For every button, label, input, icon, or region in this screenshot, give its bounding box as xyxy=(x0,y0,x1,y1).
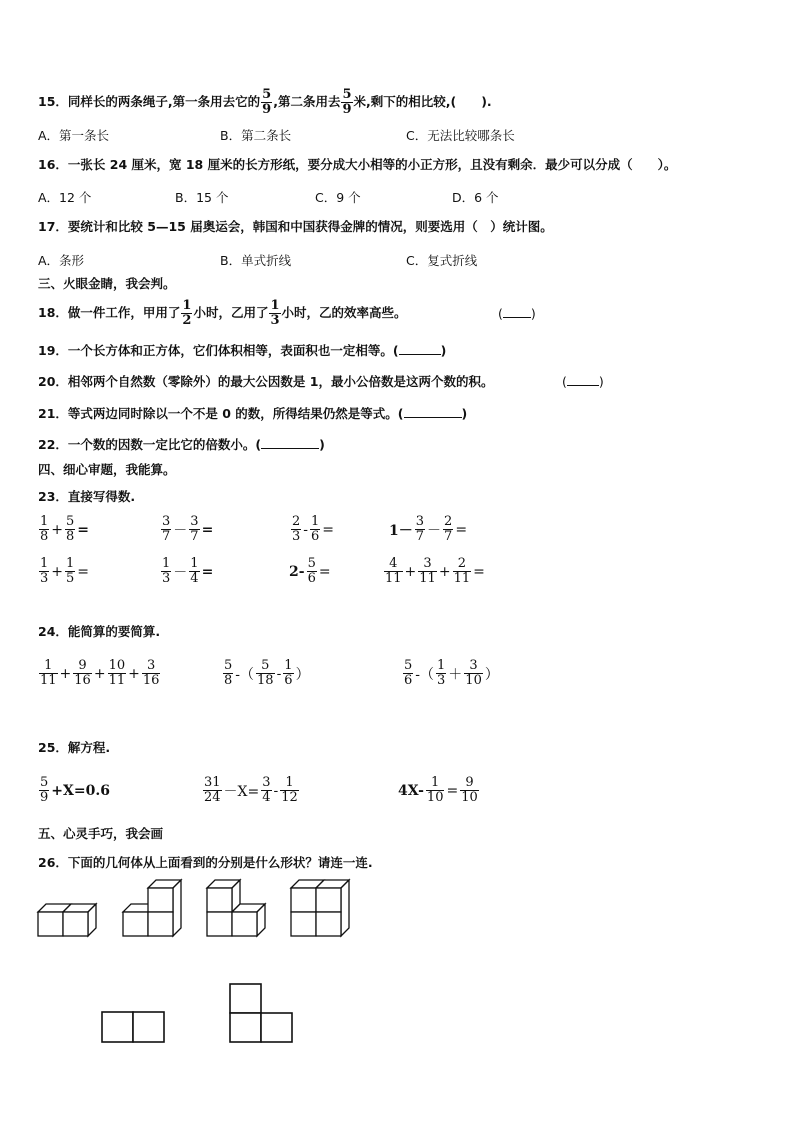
fraction: $\frac{5}{9}$ xyxy=(262,87,272,117)
q23-expression: $\frac{2}{3}$ - $\frac{1}{6}$ = xyxy=(292,514,335,544)
q17-option-a: A．条形 xyxy=(38,253,85,268)
q23-expression: $\frac{1}{8}$ + $\frac{5}{8}$ = xyxy=(40,514,90,544)
q20-answer-blank[interactable]: ( ) xyxy=(562,374,604,389)
q24-expression: $\frac{5}{8}$ -（ $\frac{5}{18}$ - $\frac{1}{6}$ ） xyxy=(224,658,310,688)
q23-expression: $\frac{4}{11}$ + $\frac{3}{11}$ + $\frac{2}{11}$ = xyxy=(385,556,485,586)
q23-expression: 2- $\frac{5}{6}$ = xyxy=(289,556,331,586)
q15-option-c: C．无法比较哪条长 xyxy=(406,128,515,143)
q17-option-b: B．单式折线 xyxy=(220,253,292,268)
q22-answer-blank[interactable] xyxy=(261,437,319,449)
cube-figure-3 xyxy=(205,876,269,940)
q19-answer-blank[interactable] xyxy=(399,343,441,355)
cube-figure-1 xyxy=(36,896,102,940)
q20-text: 20．相邻两个自然数（零除外）的最大公因数是 1，最小公倍数是这两个数的积。 xyxy=(38,374,494,389)
fraction: $\frac{1}{2}$ xyxy=(182,298,192,328)
q24-expression: $\frac{5}{6}$ -（ $\frac{1}{3}$ ＋ $\frac{3}{10}$ ） xyxy=(404,658,499,688)
q24-expression: $\frac{1}{11}$ + $\frac{9}{16}$ + $\frac{10}{11}$ + $\frac{3}{16}$ xyxy=(40,658,160,688)
q18-text: 18．做一件工作，甲用了 $\frac{1}{2}$ 小时，乙用了 $\frac{1}{3}$ 小时，乙的效率高些。 xyxy=(38,298,407,328)
q23-expression: $\frac{1}{3}$ + $\frac{1}{5}$ = xyxy=(40,556,90,586)
fraction: $\frac{1}{3}$ xyxy=(270,298,280,328)
section-4-heading: 四、细心审题，我能算。 xyxy=(38,462,176,477)
q18-answer-blank[interactable]: ( ) xyxy=(498,306,536,321)
q25-equation: $\frac{31}{24}$ －X= $\frac{3}{4}$ - $\frac{1}{12}$ xyxy=(204,775,298,805)
q25-equation: 4X- $\frac{1}{10}$ = $\frac{9}{10}$ xyxy=(398,775,478,805)
q25-equation: $\frac{5}{9}$ +X=0.6 xyxy=(40,775,110,805)
q16-option-b: B．15 个 xyxy=(175,190,229,205)
q16-option-c: C．9 个 xyxy=(315,190,361,205)
cube-figure-4 xyxy=(289,876,353,940)
q25-title: 25．解方程. xyxy=(38,740,111,755)
q15-option-a: A．第一条长 xyxy=(38,128,110,143)
section-5-heading: 五、心灵手巧，我会画 xyxy=(38,826,164,841)
section-3-heading: 三、火眼金睛，我会判。 xyxy=(38,276,176,291)
q16-option-d: D．6 个 xyxy=(452,190,499,205)
q15-option-b: B．第二条长 xyxy=(220,128,292,143)
top-view-two-squares xyxy=(100,1010,166,1044)
q21-text: 21．等式两边同时除以一个不是 0 的数，所得结果仍然是等式。( ) xyxy=(38,406,468,421)
q26-title: 26．下面的几何体从上面看到的分别是什么形状？请连一连. xyxy=(38,855,373,870)
q23-title: 23．直接写得数. xyxy=(38,489,136,504)
q23-expression: $\frac{3}{7}$ － $\frac{3}{7}$ = xyxy=(162,514,214,544)
cube-figure-2 xyxy=(121,876,183,940)
q16-option-a: A．12 个 xyxy=(38,190,92,205)
q16-text: 16．一张长 24 厘米，宽 18 厘米的长方形纸，要分成大小相等的小正方形，且没有剩余．最少可以分成（ ）。 xyxy=(38,157,677,172)
q23-expression: 1－ $\frac{3}{7}$ － $\frac{2}{7}$ = xyxy=(389,514,468,544)
fraction: $\frac{5}{9}$ xyxy=(342,87,352,117)
q21-answer-blank[interactable] xyxy=(404,406,462,418)
q23-expression: $\frac{1}{3}$ － $\frac{1}{4}$ = xyxy=(162,556,214,586)
q19-text: 19．一个长方体和正方体，它们体积相等，表面积也一定相等。( ) xyxy=(38,343,447,358)
q17-text: 17．要统计和比较 5—15 届奥运会，韩国和中国获得金牌的情况，则要选用（ ）统计图。 xyxy=(38,219,553,234)
q15-text: 15．同样长的两条绳子,第一条用去它的 $\frac{5}{9}$ ,第二条用去 $\frac{5}{9}$ 米,剩下的相比较,( ). xyxy=(38,87,492,117)
q22-text: 22．一个数的因数一定比它的倍数小。( ) xyxy=(38,437,325,452)
q17-option-c: C．复式折线 xyxy=(406,253,478,268)
top-view-l-shape xyxy=(228,982,294,1044)
q24-title: 24．能简算的要简算. xyxy=(38,624,161,639)
